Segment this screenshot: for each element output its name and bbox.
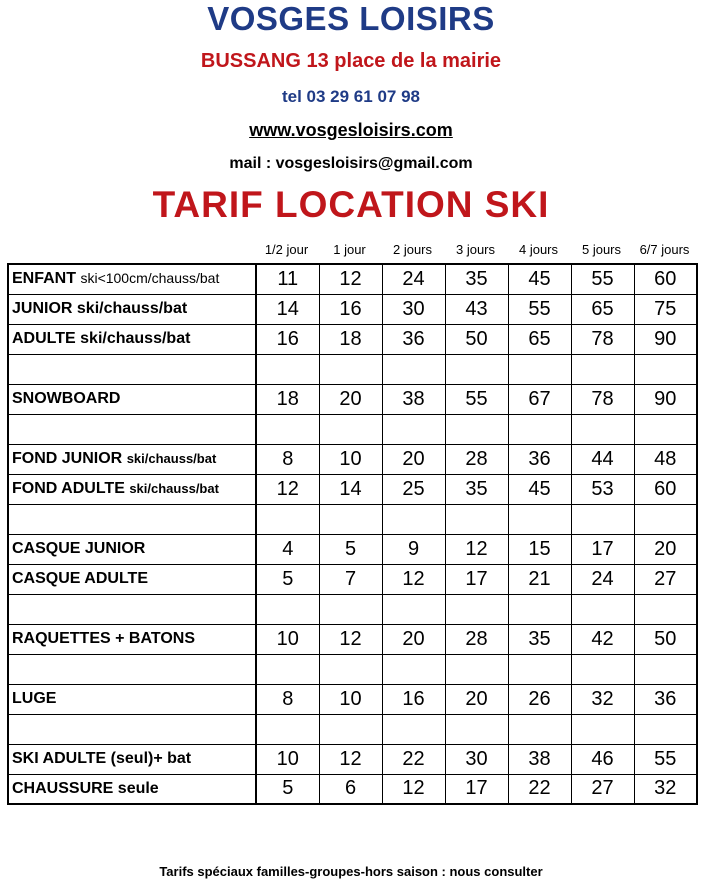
price-cell: 17 — [445, 774, 508, 804]
price-cell — [382, 594, 445, 624]
price-cell — [382, 414, 445, 444]
table-row — [8, 294, 697, 324]
price-cell: 32 — [571, 684, 634, 714]
row-label-cell — [8, 744, 256, 774]
table-row — [8, 414, 697, 444]
table-row — [8, 534, 697, 564]
table-row — [8, 264, 697, 294]
price-cell: 60 — [634, 264, 697, 294]
price-cell: 12 — [382, 774, 445, 804]
price-cell: 22 — [508, 774, 571, 804]
price-cell: 60 — [634, 474, 697, 504]
row-label-cell — [8, 654, 256, 684]
row-label: FOND JUNIOR — [12, 450, 123, 467]
price-cell: 35 — [445, 474, 508, 504]
price-cell — [256, 654, 319, 684]
price-cell: 6 — [319, 774, 382, 804]
price-cell: 67 — [508, 384, 571, 414]
price-cell — [319, 714, 382, 744]
price-cell: 32 — [634, 774, 697, 804]
column-header: 2 jours — [392, 242, 433, 257]
price-cell — [508, 594, 571, 624]
price-cell: 26 — [508, 684, 571, 714]
table-row — [8, 564, 697, 594]
phone-number: tel 03 29 61 07 98 — [281, 87, 420, 106]
price-cell — [256, 504, 319, 534]
price-cell: 17 — [445, 564, 508, 594]
price-cell: 28 — [445, 444, 508, 474]
row-label-cell — [8, 354, 256, 384]
price-cell: 38 — [508, 744, 571, 774]
price-cell — [634, 354, 697, 384]
row-label-detail: ski<100cm/chauss/bat — [80, 270, 220, 287]
price-cell — [382, 504, 445, 534]
price-cell: 65 — [571, 294, 634, 324]
price-cell: 18 — [256, 384, 319, 414]
price-cell — [445, 354, 508, 384]
price-cell: 48 — [634, 444, 697, 474]
price-cell: 4 — [256, 534, 319, 564]
price-cell — [571, 654, 634, 684]
column-header: 1 jour — [333, 242, 366, 257]
price-cell: 90 — [634, 384, 697, 414]
table-row — [8, 474, 697, 504]
table-row — [8, 594, 697, 624]
price-cell: 12 — [445, 534, 508, 564]
price-cell — [445, 654, 508, 684]
price-cell: 27 — [571, 774, 634, 804]
row-label: SNOWBOARD — [12, 390, 121, 407]
page-title: TARIF LOCATION SKI — [152, 184, 550, 225]
price-cell: 75 — [634, 294, 697, 324]
price-cell: 11 — [256, 264, 319, 294]
footer-note: Tarifs spéciaux familles-groupes-hors saison : nous consulter — [159, 864, 543, 879]
row-label-cell — [8, 384, 256, 414]
price-cell: 78 — [571, 384, 634, 414]
price-cell: 5 — [256, 774, 319, 804]
table-row — [8, 774, 697, 804]
price-cell: 12 — [382, 564, 445, 594]
price-cell — [256, 714, 319, 744]
price-cell: 10 — [319, 684, 382, 714]
price-cell: 22 — [382, 744, 445, 774]
table-row — [8, 714, 697, 744]
column-header: 3 jours — [455, 242, 496, 257]
row-label: ENFANT — [12, 270, 76, 288]
price-cell: 30 — [445, 744, 508, 774]
price-cell: 20 — [445, 684, 508, 714]
price-cell: 10 — [319, 444, 382, 474]
price-cell: 21 — [508, 564, 571, 594]
price-cell: 16 — [319, 294, 382, 324]
table-row — [8, 504, 697, 534]
price-cell — [319, 504, 382, 534]
table-row — [8, 384, 697, 414]
price-cell — [571, 354, 634, 384]
price-cell: 25 — [382, 474, 445, 504]
price-cell — [508, 354, 571, 384]
price-cell: 55 — [508, 294, 571, 324]
price-cell — [634, 504, 697, 534]
price-cell — [634, 594, 697, 624]
row-label-cell — [8, 594, 256, 624]
price-cell: 20 — [382, 624, 445, 654]
email-address: mail : vosgesloisirs@gmail.com — [229, 155, 473, 172]
row-label-cell — [8, 564, 256, 594]
price-cell: 12 — [256, 474, 319, 504]
brand-title: VOSGES LOISIRS — [207, 0, 495, 37]
table-row — [8, 354, 697, 384]
price-table — [7, 263, 698, 805]
price-cell: 36 — [382, 324, 445, 354]
price-cell — [319, 594, 382, 624]
row-label: JUNIOR ski/chauss/bat — [12, 300, 188, 317]
price-cell — [508, 504, 571, 534]
table-row — [8, 624, 697, 654]
table-row — [8, 654, 697, 684]
row-label: CASQUE ADULTE — [12, 570, 148, 587]
price-cell: 55 — [571, 264, 634, 294]
row-label-cell — [8, 774, 256, 804]
price-cell: 65 — [508, 324, 571, 354]
price-cell — [256, 594, 319, 624]
price-cell: 90 — [634, 324, 697, 354]
row-label-cell — [8, 324, 256, 354]
price-cell — [382, 654, 445, 684]
price-cell: 24 — [382, 264, 445, 294]
row-label-cell — [8, 624, 256, 654]
price-cell: 55 — [634, 744, 697, 774]
website-link[interactable]: www.vosgesloisirs.com — [249, 120, 453, 140]
row-label: RAQUETTES + BATONS — [12, 630, 195, 647]
column-header: 6/7 jours — [639, 242, 690, 257]
price-cell: 55 — [445, 384, 508, 414]
row-label-cell — [8, 474, 256, 504]
price-cell — [445, 714, 508, 744]
price-cell — [445, 594, 508, 624]
row-label-cell — [8, 264, 256, 294]
row-label: ADULTE ski/chauss/bat — [12, 330, 191, 347]
price-cell: 35 — [445, 264, 508, 294]
price-cell: 8 — [256, 444, 319, 474]
row-label: CHAUSSURE seule — [12, 779, 159, 797]
price-cell: 14 — [319, 474, 382, 504]
website-link-container — [0, 120, 702, 141]
row-label-detail: ski/chauss/bat — [129, 481, 219, 496]
row-label-cell — [8, 684, 256, 714]
price-cell: 50 — [445, 324, 508, 354]
price-cell: 30 — [382, 294, 445, 324]
row-label-cell — [8, 294, 256, 324]
table-row — [8, 744, 697, 774]
price-cell: 12 — [319, 744, 382, 774]
row-label-cell — [8, 504, 256, 534]
price-cell: 24 — [571, 564, 634, 594]
price-cell — [508, 414, 571, 444]
row-label: FOND ADULTE — [12, 480, 125, 497]
price-cell — [571, 504, 634, 534]
price-cell — [445, 414, 508, 444]
price-cell — [319, 414, 382, 444]
price-cell — [382, 714, 445, 744]
price-cell: 46 — [571, 744, 634, 774]
price-cell: 20 — [382, 444, 445, 474]
shop-address: BUSSANG 13 place de la mairie — [200, 50, 502, 72]
price-cell: 44 — [571, 444, 634, 474]
price-cell — [571, 414, 634, 444]
price-cell: 42 — [571, 624, 634, 654]
column-header: 5 jours — [581, 242, 622, 257]
price-cell: 43 — [445, 294, 508, 324]
price-cell — [508, 714, 571, 744]
price-cell: 18 — [319, 324, 382, 354]
price-cell — [508, 654, 571, 684]
row-label-cell — [8, 534, 256, 564]
price-cell: 8 — [256, 684, 319, 714]
price-cell: 17 — [571, 534, 634, 564]
price-cell: 10 — [256, 624, 319, 654]
table-row — [8, 684, 697, 714]
price-cell: 10 — [256, 744, 319, 774]
price-cell — [382, 354, 445, 384]
price-cell: 45 — [508, 474, 571, 504]
price-cell — [634, 414, 697, 444]
price-cell: 38 — [382, 384, 445, 414]
row-label-cell — [8, 414, 256, 444]
price-cell: 28 — [445, 624, 508, 654]
price-cell: 16 — [256, 324, 319, 354]
price-cell: 36 — [508, 444, 571, 474]
price-cell — [634, 714, 697, 744]
price-cell: 5 — [319, 534, 382, 564]
price-cell: 50 — [634, 624, 697, 654]
row-label-cell — [8, 714, 256, 744]
price-cell: 14 — [256, 294, 319, 324]
price-cell: 78 — [571, 324, 634, 354]
price-cell — [319, 654, 382, 684]
price-cell — [571, 714, 634, 744]
price-cell: 7 — [319, 564, 382, 594]
column-header: 1/2 jour — [264, 242, 309, 257]
price-cell — [256, 354, 319, 384]
table-row — [8, 444, 697, 474]
price-cell: 15 — [508, 534, 571, 564]
table-row — [8, 324, 697, 354]
price-cell — [445, 504, 508, 534]
price-cell — [571, 594, 634, 624]
row-label: LUGE — [12, 690, 57, 707]
price-cell: 16 — [382, 684, 445, 714]
row-label: SKI ADULTE (seul)+ bat — [12, 750, 192, 767]
row-label-cell — [8, 444, 256, 474]
price-cell: 9 — [382, 534, 445, 564]
price-cell — [256, 414, 319, 444]
row-label-detail: ski/chauss/bat — [126, 451, 217, 466]
price-cell — [634, 654, 697, 684]
price-cell: 12 — [319, 264, 382, 294]
price-cell: 36 — [634, 684, 697, 714]
row-label: CASQUE JUNIOR — [12, 540, 146, 557]
price-cell: 5 — [256, 564, 319, 594]
price-cell: 53 — [571, 474, 634, 504]
price-cell — [319, 354, 382, 384]
column-header: 4 jours — [518, 242, 559, 257]
price-cell: 45 — [508, 264, 571, 294]
price-cell: 27 — [634, 564, 697, 594]
price-cell: 12 — [319, 624, 382, 654]
price-cell: 20 — [319, 384, 382, 414]
price-cell: 20 — [634, 534, 697, 564]
price-cell: 35 — [508, 624, 571, 654]
